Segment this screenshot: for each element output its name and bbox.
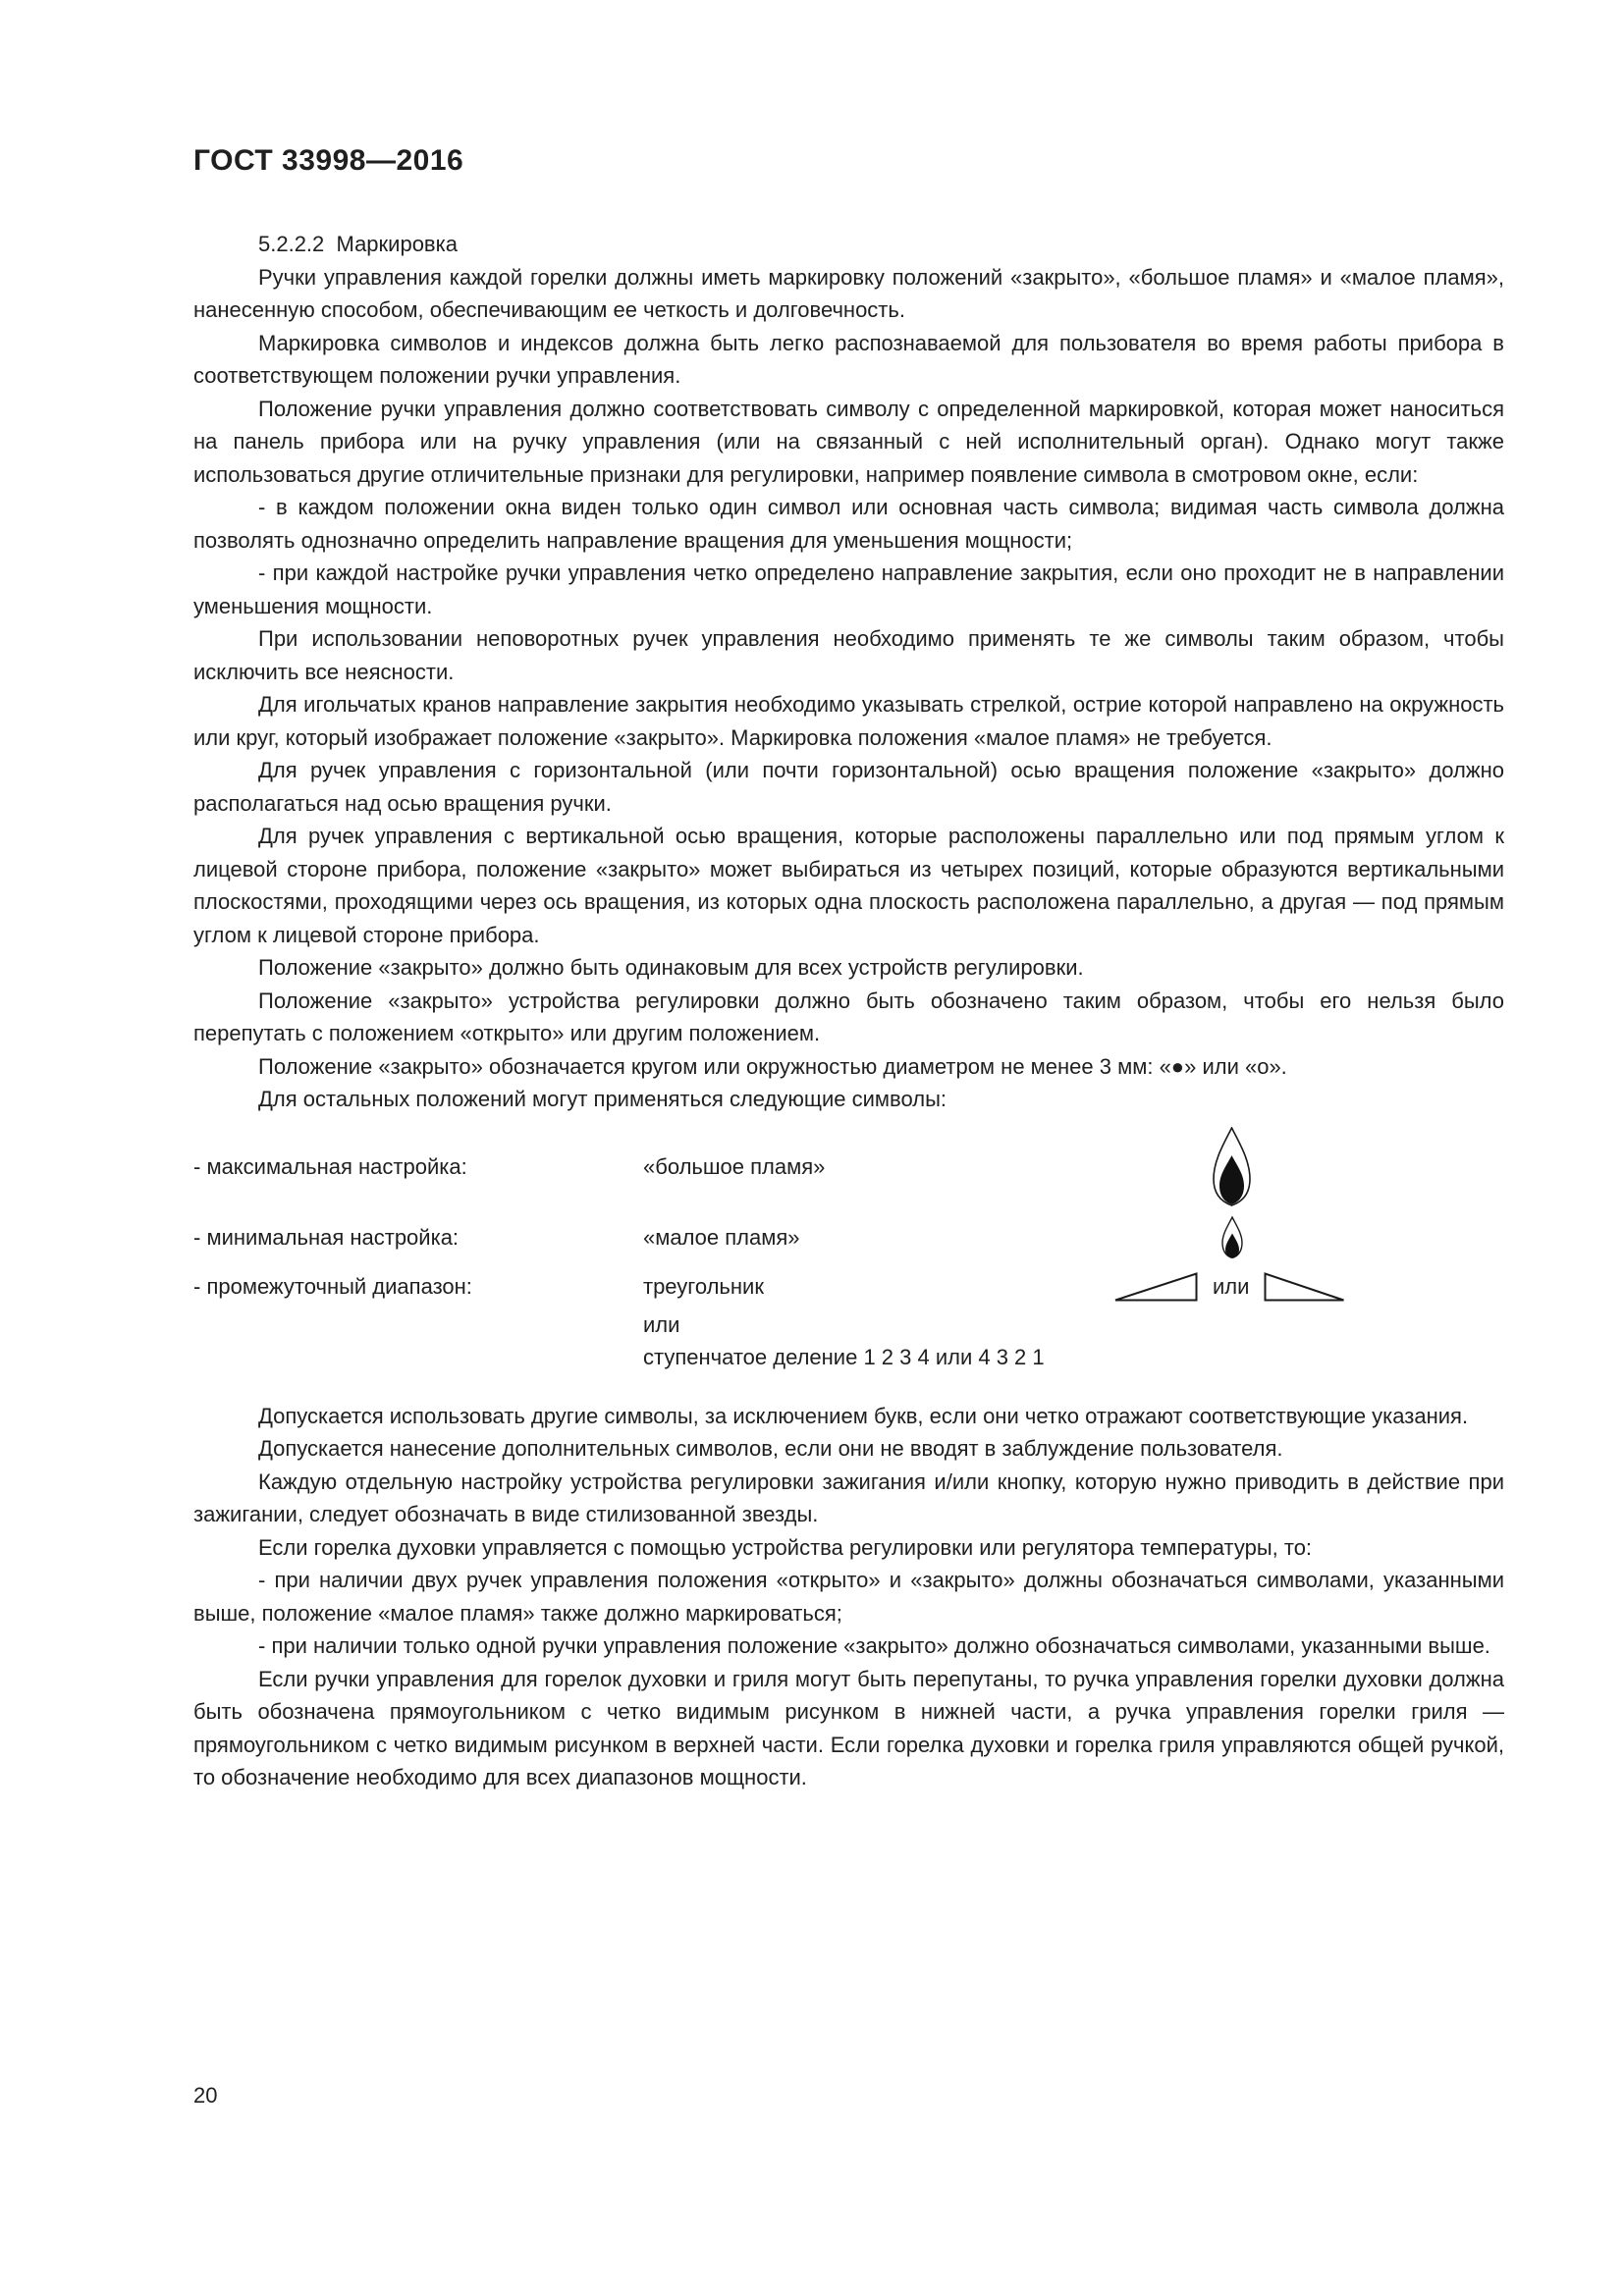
triangle-symbols — [1114, 1265, 1345, 1308]
page-number: 20 — [193, 2083, 218, 2108]
paragraph: Допускается нанесение дополнительных символов, если они не вводят в заблуждение пользователя. — [258, 1436, 1283, 1461]
document-number: ГОСТ 33998—2016 — [193, 144, 464, 177]
triangle-right-icon — [1264, 1272, 1345, 1302]
paragraph: Если ручки управления для горелок духовки и гриля могут быть перепутаны, то ручка управления горелки духовки должна быть обозначена прямоугольником с четко видимым рисунком в нижней части, а ручка управления горелки гриля — прямоугольником с четко видимым рисунком в верхней части. Если горелка духовки и горелка гриля управляются общей ручкой, то обозначение необходимо для всех диапазонов мощности. — [193, 1666, 1504, 1789]
symbol-value: треугольник — [643, 1273, 764, 1299]
paragraph: Ручки управления каждой горелки должны иметь маркировку положений «закрыто», «большое пламя» и «малое пламя», нанесенную способом, обеспечивающим ее четкость и долговечность. — [193, 264, 1504, 322]
paragraph: Положение «закрыто» обозначается кругом или окружностью диаметром не менее 3 мм: «●» или «о». — [258, 1053, 1287, 1079]
symbol-value: «малое пламя» — [643, 1224, 800, 1250]
paragraph: Положение «закрыто» должно быть одинаковым для всех устройств регулировки. — [258, 955, 1084, 980]
paragraph: - при наличии двух ручек управления положения «открыто» и «закрыто» должны обозначаться символами, указанными выше, положение «малое пламя» также должно маркироваться; — [193, 1568, 1504, 1626]
triangle-left-icon — [1114, 1272, 1198, 1302]
paragraph: - при наличии только одной ручки управления положение «закрыто» должно обозначаться символами, указанными выше. — [258, 1633, 1490, 1658]
paragraph: При использовании неповоротных ручек управления необходимо применять те же символы таким образом, чтобы исключить все неясности. — [193, 626, 1504, 684]
document-body — [193, 228, 1504, 1794]
section-title: 5.2.2.2 Маркировка — [258, 232, 458, 256]
paragraph: Для ручек управления с вертикальной осью вращения, которые расположены параллельно или под прямым углом к лицевой стороне прибора, положение «закрыто» может выбираться из четырех позиций, которые образуются вертикальными плоскостями, проходящими через ось вращения, из которых одна плоскость расположена параллельно, а другая — под прямым углом к лицевой стороне прибора. — [193, 824, 1504, 947]
or-word: или — [1213, 1273, 1250, 1299]
paragraph: Для остальных положений могут применяться следующие символы: — [258, 1087, 947, 1111]
paragraph: Для игольчатых кранов направление закрытия необходимо указывать стрелкой, острие которой направлено на окружность или круг, который изображает положение «закрыто». Маркировка положения «малое пламя» не требуется. — [193, 692, 1504, 750]
small-flame-icon — [1220, 1210, 1244, 1265]
paragraph: Если горелка духовки управляется с помощью устройства регулировки или регулятора температуры, то: — [258, 1534, 1313, 1560]
paragraph: - при каждой настройке ручки управления четко определено направление закрытия, если оно проходит не в направлении уменьшения мощности. — [193, 561, 1504, 618]
paragraph: Положение «закрыто» устройства регулировки должно быть обозначено таким образом, чтобы его нельзя было перепутать с положением «открыто» или другим положением. — [193, 988, 1504, 1045]
large-flame-icon — [1210, 1124, 1254, 1210]
symbol-value: «большое пламя» — [643, 1153, 826, 1179]
list-item — [193, 1265, 1504, 1308]
or-connector: или — [643, 1311, 680, 1337]
symbol-label: - минимальная настройка: — [193, 1224, 460, 1250]
paragraph: Положение ручки управления должно соответствовать символу с определенной маркировкой, которая может наноситься на панель прибора или на ручку управления (или на связанный с ней исполнительный орган). Однако могут также использоваться другие отличительные признаки для регулировки, например появление символа в смотровом окне, если: — [193, 396, 1504, 487]
list-item — [193, 1210, 1504, 1265]
paragraph: - в каждом положении окна виден только один символ или основная часть символа; видимая часть символа должна позволять однозначно определить направление вращения для уменьшения мощности; — [193, 495, 1504, 553]
paragraph: Каждую отдельную настройку устройства регулировки зажигания и/или кнопку, которую нужно приводить в действие при зажигании, следует обозначать в виде стилизованной звезды. — [193, 1468, 1504, 1526]
symbol-label: - промежуточный диапазон: — [193, 1273, 472, 1299]
stepped-scale-option: ступенчатое деление 1 2 3 4 или 4 3 2 1 — [643, 1345, 1045, 1369]
list-item — [193, 1124, 1504, 1210]
symbol-label: - максимальная настройка: — [193, 1153, 467, 1179]
paragraph: Допускается использовать другие символы, за исключением букв, если они четко отражают соответствующие указания. — [258, 1403, 1469, 1428]
symbol-list — [193, 1124, 1504, 1374]
paragraph: Маркировка символов и индексов должна быть легко распознаваемой для пользователя во время работы прибора в соответствующем положении ручки управления. — [193, 330, 1504, 388]
paragraph: Для ручек управления с горизонтальной (или почти горизонтальной) осью вращения положение «закрыто» должно располагаться над осью вращения ручки. — [193, 758, 1504, 816]
